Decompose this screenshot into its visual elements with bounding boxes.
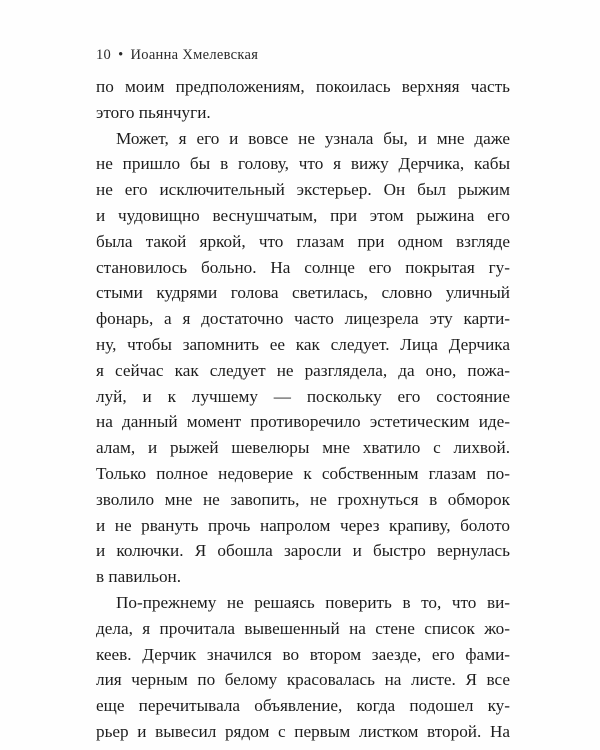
text-line: фонарь, а я достаточно часто лицезрела эту карти- bbox=[96, 309, 510, 329]
text-line: и чудовищно веснушчатым, при этом рыжина его bbox=[96, 205, 510, 225]
text-line: алам, и рыжей шевелюры мне хватило с лихвой. bbox=[96, 438, 510, 458]
text-line: в павильон. bbox=[96, 567, 182, 587]
text-line: не пришло бы в голову, что я вижу Дерчика, кабы bbox=[96, 154, 510, 174]
text-line: становилось больно. На солнце его покрытая гу- bbox=[96, 257, 510, 277]
text-line: Может, я его и вовсе не узнала бы, и мне даже bbox=[116, 128, 510, 148]
text-line: была такой яркой, что глазам при одном взгляде bbox=[96, 231, 510, 251]
text-line: я сейчас как следует не разглядела, да оно, пожа- bbox=[96, 360, 510, 380]
text-line: этого пьянчуги. bbox=[96, 102, 211, 122]
running-header bbox=[96, 47, 258, 64]
text-line: ну, чтобы запомнить ее как следует. Лица Дерчика bbox=[96, 334, 510, 354]
text-line: Только полное недоверие к собственным глазам по- bbox=[96, 463, 510, 483]
text-line: и не рвануть прочь напролом через крапиву, болото bbox=[96, 515, 510, 535]
text-line: и колючки. Я обошла заросли и быстро вернулась bbox=[96, 541, 510, 561]
text-line: луй, и к лучшему — поскольку его состояние bbox=[96, 386, 510, 406]
text-line: зволило мне не завопить, не грохнуться в обморок bbox=[96, 489, 510, 509]
text-line: По-прежнему не решаясь поверить в то, что ви- bbox=[116, 592, 510, 612]
text-line: дела, я прочитала вывешенный на стене список жо- bbox=[96, 618, 510, 638]
page-number: 10 bbox=[96, 47, 112, 63]
text-line: лия черным по белому красовалась на листе. Я все bbox=[96, 670, 510, 690]
text-line: не его исключительный экстерьер. Он был рыжим bbox=[96, 180, 510, 200]
header-separator: • bbox=[118, 47, 124, 63]
text-line: еще перечитывала объявление, когда подошел ку- bbox=[96, 696, 510, 716]
author-name: Иоанна Хмелевская bbox=[130, 47, 259, 63]
text-line: на данный момент противоречило эстетическим иде- bbox=[96, 412, 510, 432]
text-line: рьер и вывесил рядом с первым листком второй. На bbox=[96, 721, 510, 741]
text-line: кеев. Дерчик значился во втором заезде, его фами- bbox=[96, 644, 510, 664]
text-line: стыми кудрями голова светилась, словно уличный bbox=[96, 283, 510, 303]
body-text bbox=[96, 74, 510, 745]
text-line: по моим предположениям, покоилась верхняя часть bbox=[96, 77, 510, 96]
